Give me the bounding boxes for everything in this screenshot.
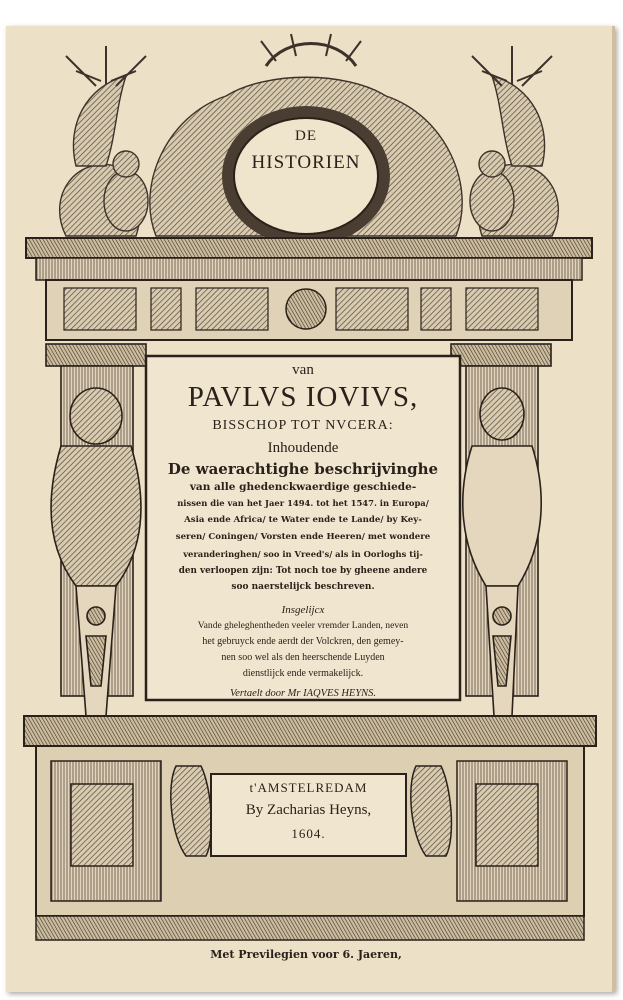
body-line-5: veranderinghen/ soo in Vreed's/ als in Oorloghs tij- bbox=[183, 549, 423, 559]
mask-ornament bbox=[286, 289, 326, 329]
translator-line: Vertaelt door Mr IAQVES HEYNS. bbox=[229, 688, 377, 699]
body-line-4: seren/ Coningen/ Vorsten ende Heeren/ met wondere bbox=[175, 532, 431, 542]
sub-line-4: dienstlijck ende vermakelijck. bbox=[242, 668, 364, 679]
privilege-line: Met Previlegien voor 6. Jaeren, bbox=[210, 948, 402, 961]
right-herm bbox=[451, 344, 551, 716]
book-page bbox=[6, 26, 615, 992]
bishop-line: BISSCHOP TOT NVCERA: bbox=[212, 418, 394, 433]
body-line-6: den verloopen zijn: Tot noch toe by gheene andere bbox=[178, 566, 428, 576]
body-line-7: soo naerstelijck beschreven. bbox=[231, 582, 375, 592]
imprint-city: t'AMSTELREDAM bbox=[249, 780, 368, 795]
oval-line-historien: HISTORIEN bbox=[251, 152, 361, 173]
inhoudende: Inhoudende bbox=[267, 440, 339, 456]
insgelijcx: Insgelijcx bbox=[281, 604, 325, 616]
sub-line-3: nen soo wel als den heerschende Luyden bbox=[221, 652, 385, 663]
sub-line-1: Vande gheleghentheden veeler vremder Landen, neven bbox=[197, 620, 409, 631]
right-relief bbox=[476, 784, 538, 866]
title-heading: De waerachtighe beschrijvinghe bbox=[167, 460, 439, 478]
body-line-3: Asia ende Africa/ te Water ende te Lande/ by Key- bbox=[184, 515, 422, 525]
cornice bbox=[26, 238, 592, 258]
author-name: PAVLVS IOVIVS, bbox=[187, 381, 419, 413]
dentil-band bbox=[36, 258, 582, 280]
left-relief bbox=[71, 784, 133, 866]
body-line-1: van alle ghedenckwaerdige geschiede- bbox=[189, 481, 417, 493]
sub-line-2: het gebruyck ende aerdt der Volckren, den gemey- bbox=[202, 636, 404, 647]
base-cornice bbox=[24, 716, 596, 746]
plinth bbox=[36, 916, 584, 940]
title-van: van bbox=[292, 362, 314, 378]
oval-line-de: DE bbox=[295, 128, 317, 144]
body-line-2: nissen die van het Jaer 1494. tot het 1547. in Europa/ bbox=[177, 498, 429, 508]
imprint-year: 1604. bbox=[291, 826, 326, 841]
imprint-printer: By Zacharias Heyns, bbox=[245, 802, 372, 818]
left-herm bbox=[46, 344, 146, 716]
